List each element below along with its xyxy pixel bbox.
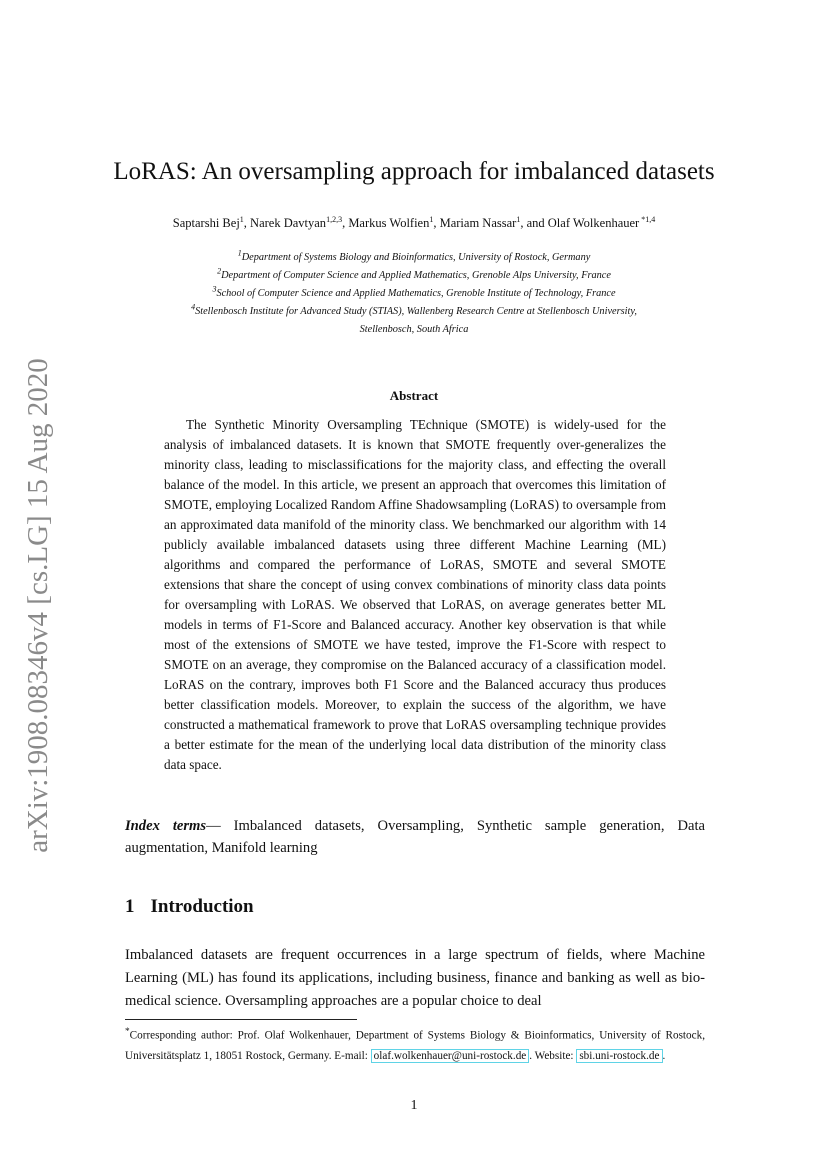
index-terms: [125, 815, 705, 859]
author-list: [0, 216, 828, 231]
author-name: Markus Wolfien: [348, 216, 430, 230]
author-affiliation-mark: 1,2,3: [326, 214, 343, 224]
affiliation-mark: 2: [217, 266, 222, 276]
page-number: 1: [410, 1098, 418, 1113]
footnote-marker: *: [125, 1027, 130, 1037]
email-link[interactable]: olaf.wolkenhauer@uni-rostock.de: [371, 1049, 530, 1063]
index-terms-text: Imbalanced datasets, Oversampling, Synthetic sample generation, Data augmentation, Manifold learning: [125, 818, 705, 856]
affiliation-line: [0, 302, 828, 317]
affiliation-text: Department of Systems Biology and Bioinformatics, University of Rostock, Germany: [241, 252, 591, 263]
affiliation-mark: 3: [212, 284, 217, 294]
section-title: Introduction: [150, 896, 254, 917]
affiliation-line: [0, 324, 828, 335]
paper-title: LoRAS: An oversampling approach for imbalanced datasets: [113, 158, 715, 185]
affiliation-text: Stellenbosch, South Africa: [359, 324, 469, 335]
author-affiliation-mark: 1: [239, 214, 244, 224]
author-affiliation-mark: 1: [429, 214, 434, 224]
author-separator: , and: [520, 216, 548, 230]
affiliation-mark: 4: [191, 302, 196, 312]
author-affiliation-mark: 1: [516, 214, 521, 224]
author-separator: ,: [243, 216, 251, 230]
affiliation-text: Department of Computer Science and Applied Mathematics, Grenoble Alps University, France: [221, 270, 611, 281]
index-terms-label: Index terms: [125, 818, 207, 834]
footnote: [125, 1022, 705, 1066]
website-link[interactable]: sbi.uni-rostock.de: [576, 1049, 662, 1063]
affiliation-line: [0, 284, 828, 299]
section-heading: [125, 896, 254, 918]
author-affiliation-mark: *1,4: [639, 214, 656, 224]
author-name: Narek Davtyan: [250, 216, 327, 230]
footnote-text-end: .: [662, 1049, 666, 1062]
footnote-divider: [125, 1019, 357, 1020]
author-name: Olaf Wolkenhauer: [547, 216, 640, 230]
index-terms-dash: —: [206, 818, 234, 834]
arxiv-identifier-text: arXiv:1908.08346v4 [cs.LG] 15 Aug 2020: [21, 357, 54, 853]
affiliation-mark: 1: [237, 248, 242, 258]
author-name: Mariam Nassar: [439, 216, 517, 230]
affiliation-line: [0, 248, 828, 263]
author-separator: ,: [433, 216, 440, 230]
author-separator: ,: [342, 216, 349, 230]
footnote-text: Corresponding author: Prof. Olaf Wolkenhauer, Department of Systems Biology & Bioinformatics, University of Rostock, Universitätsplatz 1, 18051 Rostock, Germany. E-mail:: [125, 1029, 705, 1062]
section-number: 1: [125, 896, 135, 917]
introduction-paragraph: Imbalanced datasets are frequent occurrences in a large spectrum of fields, where Machine Learning (ML) has found its applications, including business, finance and banking as well as bio-medical science. Oversampling approaches are a popular choice to deal: [125, 947, 705, 1009]
affiliation-text: Stellenbosch Institute for Advanced Study (STIAS), Wallenberg Research Centre at Stellenbosch University,: [195, 306, 637, 317]
author-name: Saptarshi Bej: [172, 216, 240, 230]
arxiv-identifier-stamp: [8, 357, 68, 853]
abstract-body: The Synthetic Minority Oversampling TEchnique (SMOTE) is widely-used for the analysis of imbalanced datasets. It is known that SMOTE frequently over-generalizes the minority class, leading to misclassifications for the majority class, and effecting the overall balance of the model. In this article, we present an approach that overcomes this limitation of SMOTE, employing Localized Random Affine Shadowsampling (LoRAS) to oversample from an approximated data manifold of the minority class. We benchmarked our algorithm with 14 publicly available imbalanced datasets using three different Machine Learning (ML) algorithms and compared the performance of LoRAS, SMOTE and several SMOTE extensions that share the concept of using convex combinations of minority class data points for oversampling with LoRAS. We observed that LoRAS, on average generates better ML models in terms of F1-Score and Balanced accuracy. Another key observation is that while most of the extensions of SMOTE we have tested, improve the F1-Score with respect to SMOTE on an average, they compromise on the Balanced accuracy of a classification model. LoRAS on the contrary, improves both F1 Score and the Balanced accuracy thus produces better classification models. Moreover, to explain the success of the algorithm, we have constructed a mathematical framework to prove that LoRAS oversampling technique provides a better estimate for the mean of the underlying local data distribution of the minority class data space.: [164, 417, 666, 772]
affiliation-text: School of Computer Science and Applied Mathematics, Grenoble Institute of Technology, France: [216, 288, 616, 299]
footnote-text-middle: . Website:: [529, 1049, 577, 1062]
affiliation-line: [0, 266, 828, 281]
abstract-heading: Abstract: [389, 388, 439, 403]
